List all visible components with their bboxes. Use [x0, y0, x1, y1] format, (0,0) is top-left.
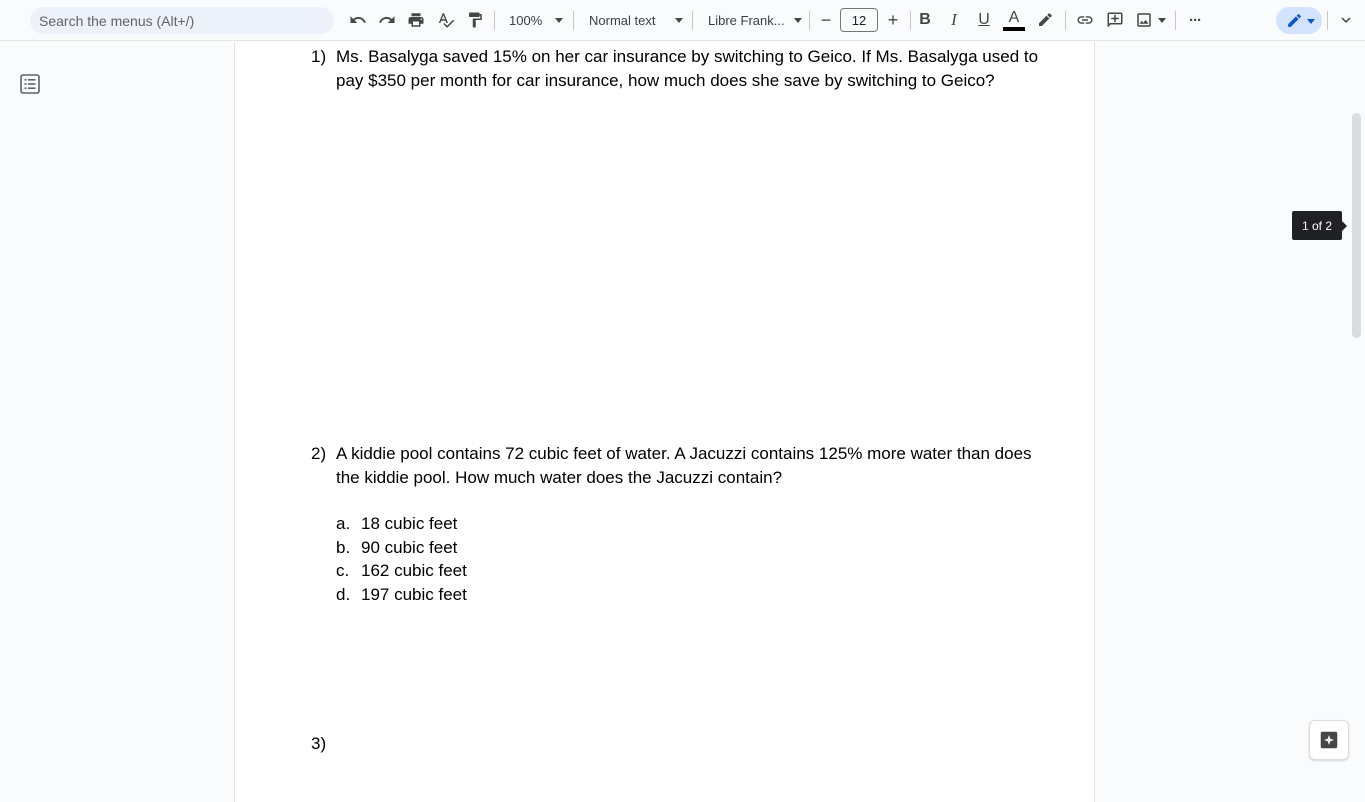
option-text: 18 cubic feet: [361, 514, 458, 533]
decrease-font-size-button[interactable]: −: [820, 9, 832, 30]
text-color-icon: A: [1008, 9, 1020, 26]
document-outline-button[interactable]: [19, 73, 41, 95]
link-icon: [1076, 11, 1094, 29]
redo-icon: [378, 11, 396, 29]
sparkle-star-icon: [1318, 729, 1340, 751]
chevron-down-icon: [794, 18, 802, 23]
option-letter: d.: [336, 585, 351, 604]
zoom-dropdown[interactable]: [503, 6, 567, 34]
search-menus-input[interactable]: Search the menus (Alt+/): [30, 7, 334, 34]
font-dropdown[interactable]: [702, 6, 806, 34]
hide-menus-button[interactable]: [1332, 6, 1360, 34]
question-number: 2): [311, 444, 327, 463]
highlight-color-button[interactable]: [1031, 6, 1059, 34]
underline-button[interactable]: U: [978, 11, 990, 28]
paragraph-style-dropdown[interactable]: [583, 6, 687, 34]
answer-option: [336, 536, 457, 560]
document-page[interactable]: [234, 42, 1095, 802]
answer-option: [336, 559, 467, 583]
spelling-button[interactable]: [432, 6, 460, 34]
paragraph-style-value: Normal text: [589, 12, 656, 28]
option-text: 162 cubic feet: [361, 561, 467, 580]
italic-button[interactable]: I: [951, 10, 957, 29]
print-button[interactable]: [402, 6, 430, 34]
pencil-icon: [1286, 12, 1303, 29]
text-color-swatch: [1003, 27, 1025, 31]
option-letter: c.: [336, 561, 350, 580]
option-text: 90 cubic feet: [361, 538, 458, 557]
chevron-down-icon: [1158, 18, 1166, 23]
chevron-down-icon: [1307, 19, 1315, 24]
add-comment-icon: [1106, 11, 1124, 29]
add-comment-button[interactable]: [1101, 6, 1129, 34]
undo-icon: [349, 11, 367, 29]
more-options-button[interactable]: ···: [1189, 11, 1201, 29]
option-letter: a.: [336, 514, 351, 533]
paint-format-button[interactable]: [461, 6, 489, 34]
highlighter-icon: [1036, 11, 1054, 29]
undo-button[interactable]: [344, 6, 372, 34]
option-text: 197 cubic feet: [361, 585, 467, 604]
text-color-button[interactable]: [1000, 6, 1028, 34]
question-text: A kiddie pool contains 72 cubic feet of water. A Jacuzzi contains 125% more water than does the kiddie pool. How much water does the Jacuzzi contain?: [336, 444, 1032, 487]
answer-option: [336, 583, 467, 607]
bold-button[interactable]: B: [919, 11, 931, 28]
increase-font-size-button[interactable]: +: [887, 9, 899, 30]
insert-link-button[interactable]: [1071, 6, 1099, 34]
image-icon: [1135, 11, 1153, 29]
vertical-scrollbar[interactable]: [1352, 113, 1361, 338]
question-number: 3): [311, 734, 327, 753]
chevron-down-icon: [1337, 11, 1355, 29]
question-number: 1): [311, 47, 327, 66]
paint-format-icon: [466, 11, 484, 29]
chevron-down-icon: [675, 18, 683, 23]
outline-icon: [19, 73, 41, 95]
redo-button[interactable]: [373, 6, 401, 34]
font-name-value: Libre Frank...: [708, 12, 785, 28]
chevron-down-icon: [555, 18, 563, 23]
explore-button[interactable]: [1309, 720, 1349, 760]
page-indicator: 1 of 2: [1292, 211, 1342, 240]
print-icon: [407, 11, 425, 29]
question-text: Ms. Basalyga saved 15% on her car insurance by switching to Geico. If Ms. Basalyga used to pay $350 per month for car insurance, how much does she save by switching to Geico?: [336, 47, 1039, 90]
insert-image-button[interactable]: [1130, 6, 1168, 34]
option-letter: b.: [336, 538, 351, 557]
answer-option: [336, 512, 457, 536]
spellcheck-icon: [437, 11, 455, 29]
font-size-input[interactable]: 12: [840, 8, 878, 32]
editing-mode-button[interactable]: [1276, 7, 1322, 34]
zoom-value: 100%: [509, 12, 543, 28]
toolbar: [0, 0, 1365, 41]
